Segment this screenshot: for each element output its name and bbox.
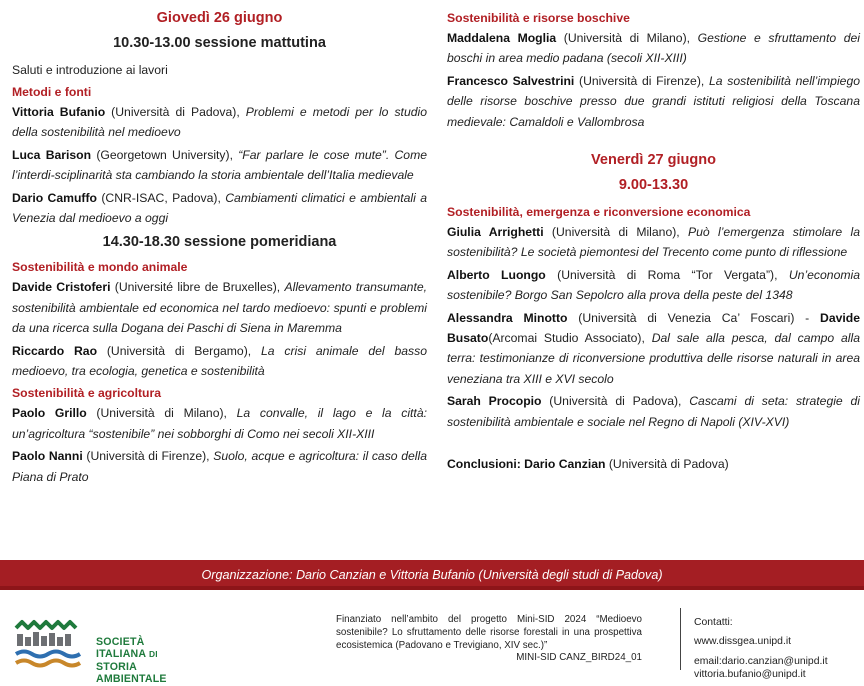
afternoon-session-heading: 14.30-18.30 sessione pomeridiana [102,234,337,251]
speaker-affiliation: (Georgetown University), [91,147,239,162]
contacts-label: Contatti: [694,617,733,628]
speaker-name: Luca Barison [12,147,92,162]
speaker-name: Davide Cristoferi [12,280,111,295]
speaker-name: Maddalena Moglia [447,31,557,45]
talk-entry [12,403,427,444]
speaker-affiliation: (Università di Padova), [105,105,246,119]
talk-title: “Far parlare le cose mute”. Come l’interdi-sciplinarità sta cambiando la storia ambientale dell’Italia medievale [12,147,427,183]
speaker-name: Riccardo Rao [12,343,98,358]
day-heading-thursday: Giovedì 26 giugno [156,10,283,26]
organization-band: Organizzazione: Dario Canzian e Vittoria Bufanio (Università degli studi di Padova) [0,560,864,590]
talk-title: La sostenibilità nell’impiego delle risorse boschive presso due grandi istituti religiosi della Toscana medievale: Camaldoli e Vallombrosa [447,73,861,129]
conclusions-label: Conclusioni: Dario Canzian [447,457,606,472]
speaker-affiliation: (Università di Roma “Tor Vergata”), [545,267,789,282]
talk-title: Un’economia sostenibile? Borgo San Sepolcro alla prova della peste del 1348 [447,267,860,303]
footer [0,590,864,686]
speaker-affiliation: (Università di Milano), [543,225,688,240]
day-heading-friday: Venerdì 27 giugno [591,152,716,169]
talk-entry [447,391,860,432]
speaker-affiliation: (CNR-ISAC, Padova), [96,190,226,205]
speaker-affiliation: (Università di Milano), [556,31,698,45]
society-logo [14,612,214,686]
speaker-affiliation: (Università di Firenze), [574,73,709,88]
speaker-name: Francesco Salvestrini [447,73,575,88]
logo-line: STORIA [96,660,138,673]
logo-line: DI [149,649,158,660]
landscape-logo-icon [14,612,84,672]
speaker-affiliation: (Università di Milano), [86,406,237,421]
talk-title: Suolo, acque e agricoltura: il caso della Piana di Prato [12,449,427,484]
speaker-name: Alessandra Minotto [447,310,568,325]
conclusions [447,454,860,474]
section-heading-agriculture: Sostenibilità e agricoltura [12,386,161,401]
speaker-name: Sarah Procopio [447,394,542,409]
talk-entry [447,308,860,390]
speaker-name: Davide Busato [447,310,860,346]
speaker-name: Paolo Nanni [12,449,83,464]
morning-session-heading: 10.30-13.00 sessione mattutina [113,35,326,51]
talk-entry [447,222,860,263]
speaker-affiliation: (Università di Padova), [541,394,690,409]
speaker-affiliation: (Université libre de Bruxelles), [110,280,285,295]
section-heading-forests: Sostenibilità e risorse boschive [447,11,630,25]
funding-note [336,614,642,665]
speaker-affiliation: (Arcomai Studio Associato), [488,331,652,346]
talk-title: Dal sale alla pesca, dal campo alla terra: testimonianze di riconversione produttiva delle risorse naturali in area veneziana tra XIII e XVI secolo [447,331,860,386]
speaker-name: Vittoria Bufanio [12,105,106,119]
talk-entry [12,341,427,382]
speaker-name: Dario Camuffo [12,190,97,205]
section-heading-emergency: Sostenibilità, emergenza e riconversione economica [447,205,751,220]
funding-text: Finanziato nell’ambito del progetto Mini-SID 2024 “Medioevo sostenibile? Lo sfruttamento delle risorse forestali in una prospettiva ecosistemica (Padovano e Trevigiano, XIV sec.)” [336,614,642,651]
talk-entry [447,71,860,132]
logo-line: SOCIETÀ [96,636,145,648]
talk-title: Cascami di seta: strategie di sostenibilità ambientale e sociale nel Regno di Napoli (XIV-XVI) [447,394,860,429]
speaker-affiliation: (Università di Firenze), [82,449,214,464]
website-link[interactable]: www.dissgea.unipd.it [694,636,792,648]
talk-entry [12,277,427,338]
contacts [694,616,828,682]
email-link[interactable]: email:dario.canzian@unipd.it [694,655,828,667]
talk-entry [12,446,427,487]
talk-entry [12,188,427,229]
talk-entry [447,28,860,69]
right-column [447,8,860,477]
friday-session-time: 9.00-13.30 [618,177,689,194]
talk-title: Gestione e sfruttamento dei boschi in area medio padana (secoli XII-XIII) [447,31,860,66]
talk-entry [12,102,427,143]
talk-entry [447,265,860,306]
email-link[interactable]: vittoria.bufanio@unipd.it [694,669,806,681]
logo-line: ITALIANA [96,648,146,661]
footer-divider [680,608,681,670]
logo-line: AMBIENTALE [96,673,167,686]
section-heading-methods: Metodi e fonti [12,85,92,99]
speaker-name: Alberto Luongo [447,267,546,282]
talk-title: Allevamento transumante, sostenibilità ambientale ed economica nel tardo medioevo: spunti e problemi da una ricerca sulla Dogana dei Paschi di Siena in Maremma [12,280,428,336]
talk-title: La crisi animale del basso medioevo, tra ecologia, genetica e sostenibilità [12,343,427,379]
talk-title: Può l’emergenza stimolare la sostenibilità? Le società piemontesi del Trecento come punto di riflessione [447,225,860,260]
speaker-affiliation: (Università di Bergamo), [97,343,261,358]
speaker-name: Paolo Grillo [12,406,87,421]
talk-title: La convalle, il lago e la città: un’agricoltura “sostenibile” nei sobborghi di Como nei secoli XII-XIII [12,406,427,441]
left-column [12,6,427,489]
society-logo-text [96,636,167,686]
talk-title: Cambiamenti climatici e ambientali a Venezia dal medioevo a oggi [12,190,428,226]
conclusions-affiliation: (Università di Padova) [605,457,729,472]
intro-text: Saluti e introduzione ai lavori [12,63,168,77]
speaker-name: Giulia Arrighetti [447,225,544,240]
section-heading-animals: Sostenibilità e mondo animale [12,260,188,275]
project-code: MINI-SID CANZ_BIRD24_01 [516,652,642,664]
talk-entry [12,145,427,186]
talk-title: Problemi e metodi per lo studio della sostenibilità nel medioevo [12,105,427,140]
speaker-affiliation: (Università di Venezia Ca’ Foscari) - [567,310,821,325]
